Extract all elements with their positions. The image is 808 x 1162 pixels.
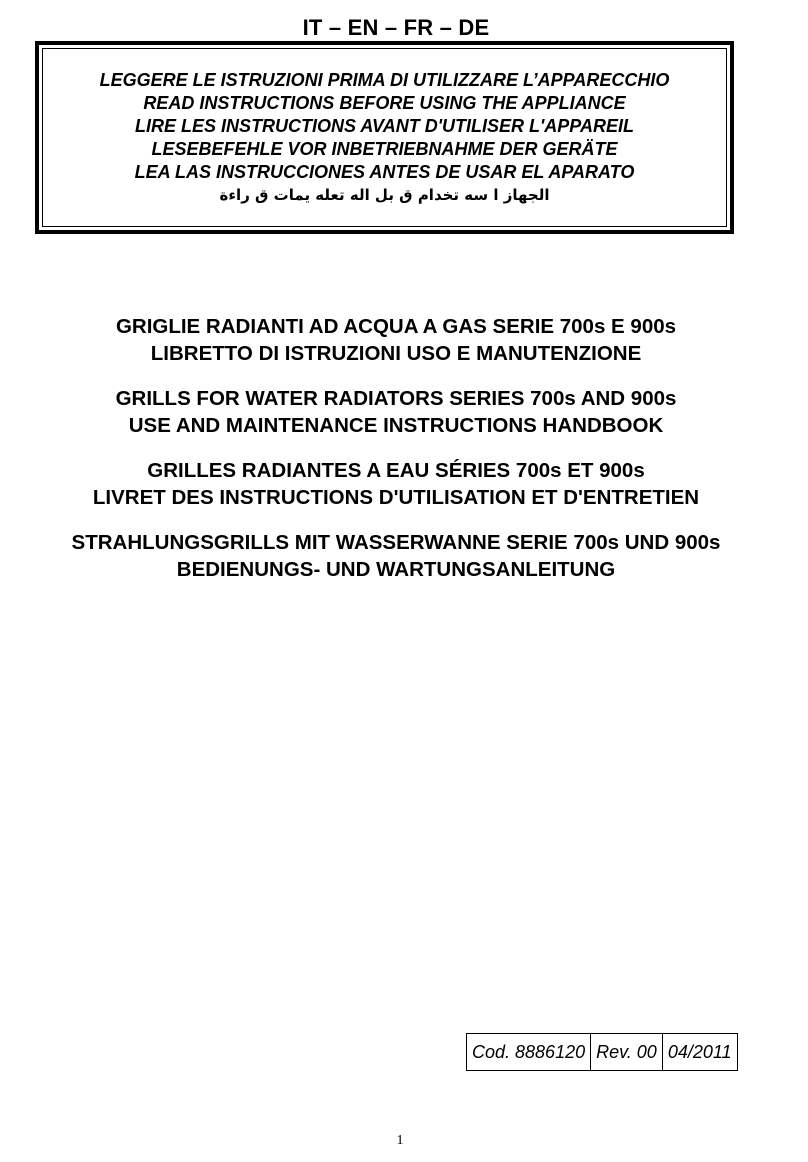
title-group-fr — [0, 457, 792, 511]
document-titles — [0, 313, 792, 601]
warning-line-ar: الجهاز ا سه تخدام ق بل اله تعله يمات ق راءة — [219, 186, 550, 204]
document-code: Cod. 8886120 — [467, 1034, 591, 1071]
document-revision: Rev. 00 — [591, 1034, 663, 1071]
title-group-de — [0, 529, 792, 583]
warning-lines — [39, 69, 730, 206]
document-date: 04/2011 — [662, 1034, 737, 1071]
warning-line-it: LEGGERE LE ISTRUZIONI PRIMA DI UTILIZZARE L’APPARECCHIO — [99, 70, 670, 90]
title-it-line2: LIBRETTO DI ISTRUZIONI USO E MANUTENZIONE — [150, 342, 642, 365]
document-code-row — [467, 1034, 738, 1071]
title-en-line1: GRILLS FOR WATER RADIATORS SERIES 700s AND 900s — [115, 387, 677, 410]
warning-line-fr: LIRE LES INSTRUCTIONS AVANT D'UTILISER L'APPAREIL — [135, 116, 634, 136]
page-number: 1 — [396, 1133, 404, 1148]
document-code-table — [466, 1033, 738, 1071]
language-header: IT – EN – FR – DE — [302, 15, 490, 40]
title-it-line1: GRIGLIE RADIANTI AD ACQUA A GAS SERIE 700s E 900s — [115, 315, 677, 338]
title-en-line2: USE AND MAINTENANCE INSTRUCTIONS HANDBOOK — [128, 414, 664, 437]
title-group-it — [0, 313, 792, 367]
title-de-line2: BEDIENUNGS- UND WARTUNGSANLEITUNG — [176, 558, 616, 581]
warning-line-de: LESEBEFEHLE VOR INBETRIEBNAHME DER GERÄTE — [151, 139, 618, 159]
title-fr-line2: LIVRET DES INSTRUCTIONS D'UTILISATION ET D'ENTRETIEN — [92, 486, 700, 509]
title-group-en — [0, 385, 792, 439]
title-de-line1: STRAHLUNGSGRILLS MIT WASSERWANNE SERIE 700s UND 900s — [71, 531, 721, 554]
warning-line-en: READ INSTRUCTIONS BEFORE USING THE APPLIANCE — [143, 93, 626, 113]
warning-box — [35, 41, 734, 234]
warning-line-es: LEA LAS INSTRUCCIONES ANTES DE USAR EL APARATO — [134, 162, 635, 182]
title-fr-line1: GRILLES RADIANTES A EAU SÉRIES 700s ET 900s — [147, 459, 645, 482]
